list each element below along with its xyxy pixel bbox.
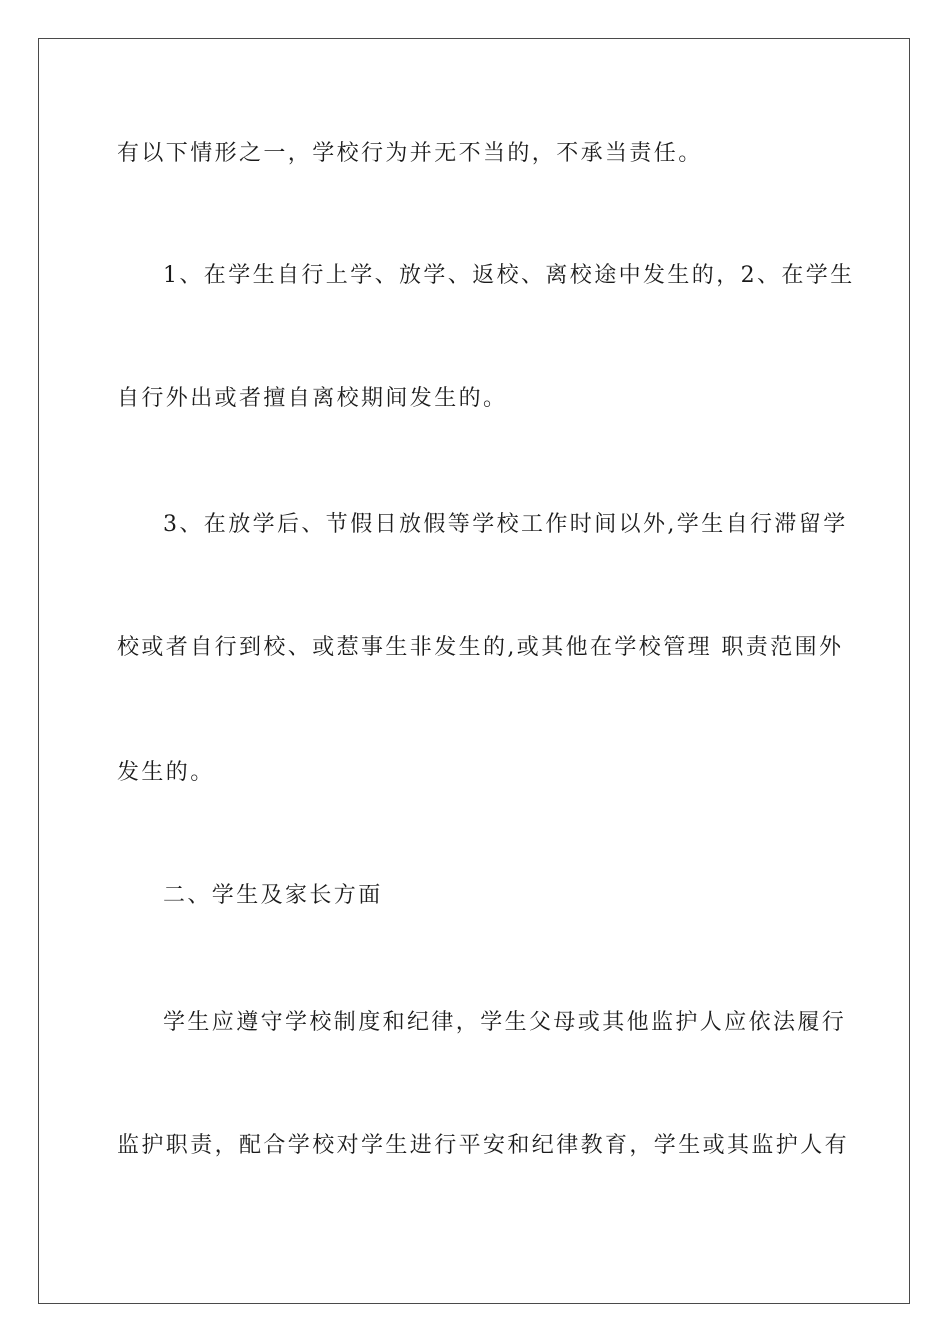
- text-line-8: 学生应遵守学校制度和纪律，学生父母或其他监护人应依法履行: [163, 1010, 847, 1035]
- page-border: [38, 38, 910, 1304]
- text-line-1: 有以下情形之一，学校行为并无不当的，不承当责任。: [117, 141, 703, 166]
- text-line-2: 1、在学生自行上学、放学、返校、离校途中发生的，2、在学生: [163, 263, 855, 288]
- text-line-6: 发生的。: [117, 760, 215, 785]
- text-line-4: 3、在放学后、节假日放假等学校工作时间以外,学生自行滞留学: [163, 512, 848, 537]
- text-line-5: 校或者自行到校、或惹事生非发生的,或其他在学校管理 职责范围外: [117, 635, 844, 660]
- text-line-9: 监护职责，配合学校对学生进行平安和纪律教育，学生或其监护人有: [117, 1133, 850, 1158]
- text-line-3: 自行外出或者擅自离校期间发生的。: [117, 386, 508, 411]
- section-heading: 二、学生及家长方面: [163, 883, 383, 908]
